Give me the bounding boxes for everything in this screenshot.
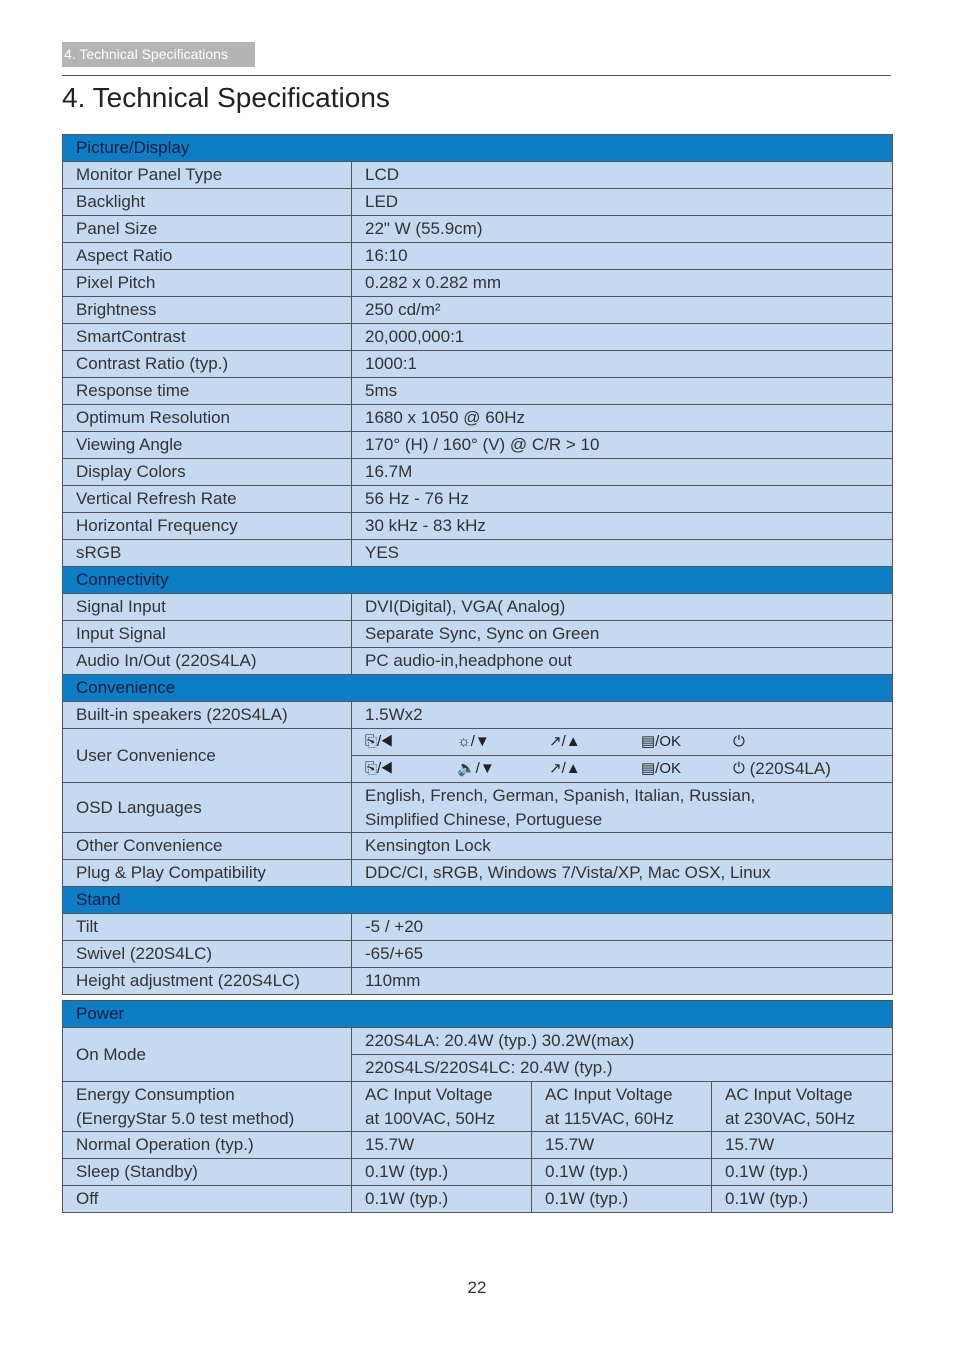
row-value: 15.7W [532, 1132, 712, 1159]
table-row [63, 486, 893, 513]
row-value: 0.282 x 0.282 mm [352, 270, 893, 297]
power-icon: ⏻ [733, 733, 745, 750]
row-label: Monitor Panel Type [63, 162, 352, 189]
row-label: OSD Languages [63, 783, 352, 833]
user-icons-row-1 [352, 729, 893, 756]
row-label: Height adjustment (220S4LC) [63, 968, 352, 995]
table-row [63, 833, 893, 860]
table-row [63, 860, 893, 887]
menu-ok-icon: ▤/OK [641, 733, 682, 750]
row-label: Panel Size [63, 216, 352, 243]
volume-icon: 🔉/▼ [457, 760, 495, 777]
row-value: 250 cd/m² [352, 297, 893, 324]
row-label: Aspect Ratio [63, 243, 352, 270]
table-row [63, 1159, 893, 1186]
page-title: 4. Technical Specifications [62, 82, 390, 113]
section-header-stand: Stand [63, 887, 893, 914]
table-row [63, 729, 893, 756]
row-value: 0.1W (typ.) [352, 1159, 532, 1186]
row-value: 22" W (55.9cm) [352, 216, 893, 243]
row-value: 220S4LS/220S4LC: 20.4W (typ.) [352, 1055, 893, 1082]
row-value: 15.7W [352, 1132, 532, 1159]
row-value: 0.1W (typ.) [712, 1186, 893, 1213]
header-rule [62, 75, 891, 76]
table-row [63, 1132, 893, 1159]
row-label: Audio In/Out (220S4LA) [63, 648, 352, 675]
row-value: YES [352, 540, 893, 567]
row-label: Optimum Resolution [63, 405, 352, 432]
row-label: Tilt [63, 914, 352, 941]
row-value: AC Input Voltage at 100VAC, 50Hz [352, 1082, 532, 1132]
row-value: 1000:1 [352, 351, 893, 378]
row-value: 30 kHz - 83 kHz [352, 513, 893, 540]
table-row [63, 459, 893, 486]
row-label: Input Signal [63, 621, 352, 648]
row-value: 0.1W (typ.) [532, 1186, 712, 1213]
table-row [63, 216, 893, 243]
table-row [63, 378, 893, 405]
table-row [63, 594, 893, 621]
row-value: 16:10 [352, 243, 893, 270]
table-row [63, 432, 893, 459]
spec-table-power [62, 1000, 893, 1213]
table-row [63, 513, 893, 540]
table-row [63, 702, 893, 729]
table-row [63, 941, 893, 968]
section-header-power: Power [63, 1001, 893, 1028]
row-value: 110mm [352, 968, 893, 995]
table-row [63, 540, 893, 567]
section-header-picture: Picture/Display [63, 135, 893, 162]
table-row [63, 270, 893, 297]
row-value: PC audio-in,headphone out [352, 648, 893, 675]
row-value: LED [352, 189, 893, 216]
table-row [63, 243, 893, 270]
row-value: Kensington Lock [352, 833, 893, 860]
row-value: DVI(Digital), VGA( Analog) [352, 594, 893, 621]
row-value: 1.5Wx2 [352, 702, 893, 729]
row-value: 220S4LA: 20.4W (typ.) 30.2W(max) [352, 1028, 893, 1055]
row-label: Display Colors [63, 459, 352, 486]
brightness-icon: ☼/▼ [457, 733, 490, 750]
row-label: Off [63, 1186, 352, 1213]
input-menu-icon: ⎘/◀ [365, 760, 394, 777]
table-row [63, 783, 893, 833]
row-value: AC Input Voltage at 115VAC, 60Hz [532, 1082, 712, 1132]
row-label: Response time [63, 378, 352, 405]
page-number: 22 [467, 1278, 487, 1297]
row-value: -65/+65 [352, 941, 893, 968]
section-header-convenience: Convenience [63, 675, 893, 702]
row-value: 0.1W (typ.) [712, 1159, 893, 1186]
row-value: 16.7M [352, 459, 893, 486]
table-row [63, 351, 893, 378]
row-label: Other Convenience [63, 833, 352, 860]
row-label: Pixel Pitch [63, 270, 352, 297]
model-note: (220S4LA) [744, 759, 831, 778]
row-label: Built-in speakers (220S4LA) [63, 702, 352, 729]
row-label: Signal Input [63, 594, 352, 621]
row-label: SmartContrast [63, 324, 352, 351]
table-row [63, 968, 893, 995]
table-row [63, 914, 893, 941]
table-row [63, 297, 893, 324]
section-header-connectivity: Connectivity [63, 567, 893, 594]
table-row [63, 324, 893, 351]
row-value: English, French, German, Spanish, Italian, Russian, Simplified Chinese, Portuguese [352, 783, 893, 833]
row-value: 56 Hz - 76 Hz [352, 486, 893, 513]
row-label: Brightness [63, 297, 352, 324]
row-value: -5 / +20 [352, 914, 893, 941]
row-value: Separate Sync, Sync on Green [352, 621, 893, 648]
row-label: Contrast Ratio (typ.) [63, 351, 352, 378]
row-label: Viewing Angle [63, 432, 352, 459]
row-label: Horizontal Frequency [63, 513, 352, 540]
smartimage-icon: ↗/▲ [549, 733, 581, 750]
row-label: Energy Consumption (EnergyStar 5.0 test method) [63, 1082, 352, 1132]
table-row [63, 189, 893, 216]
section-tab: 4. Technical Specifications [62, 42, 255, 67]
table-row [63, 162, 893, 189]
row-value: 170° (H) / 160° (V) @ C/R > 10 [352, 432, 893, 459]
row-value: DDC/CI, sRGB, Windows 7/Vista/XP, Mac OSX, Linux [352, 860, 893, 887]
menu-ok-icon: ▤/OK [641, 760, 682, 777]
power-icon: ⏻ [733, 760, 745, 777]
input-menu-icon: ⎘/◀ [365, 733, 394, 750]
row-value: AC Input Voltage at 230VAC, 50Hz [712, 1082, 893, 1132]
row-value: 20,000,000:1 [352, 324, 893, 351]
user-icons-row-2 [352, 756, 893, 783]
row-value: 15.7W [712, 1132, 893, 1159]
table-row [63, 405, 893, 432]
row-label: Sleep (Standby) [63, 1159, 352, 1186]
row-label: sRGB [63, 540, 352, 567]
row-label: User Convenience [63, 729, 352, 783]
table-row [63, 1186, 893, 1213]
row-value: 0.1W (typ.) [352, 1186, 532, 1213]
row-label: On Mode [63, 1028, 352, 1082]
row-value: 1680 x 1050 @ 60Hz [352, 405, 893, 432]
row-label: Plug & Play Compatibility [63, 860, 352, 887]
row-label: Vertical Refresh Rate [63, 486, 352, 513]
table-row [63, 1082, 893, 1132]
row-value: LCD [352, 162, 893, 189]
row-label: Normal Operation (typ.) [63, 1132, 352, 1159]
table-row [63, 648, 893, 675]
row-value: 0.1W (typ.) [532, 1159, 712, 1186]
table-row [63, 1028, 893, 1055]
spec-table-main [62, 134, 893, 995]
row-value: 5ms [352, 378, 893, 405]
smartimage-icon: ↗/▲ [549, 760, 581, 777]
row-label: Backlight [63, 189, 352, 216]
row-label: Swivel (220S4LC) [63, 941, 352, 968]
table-row [63, 621, 893, 648]
